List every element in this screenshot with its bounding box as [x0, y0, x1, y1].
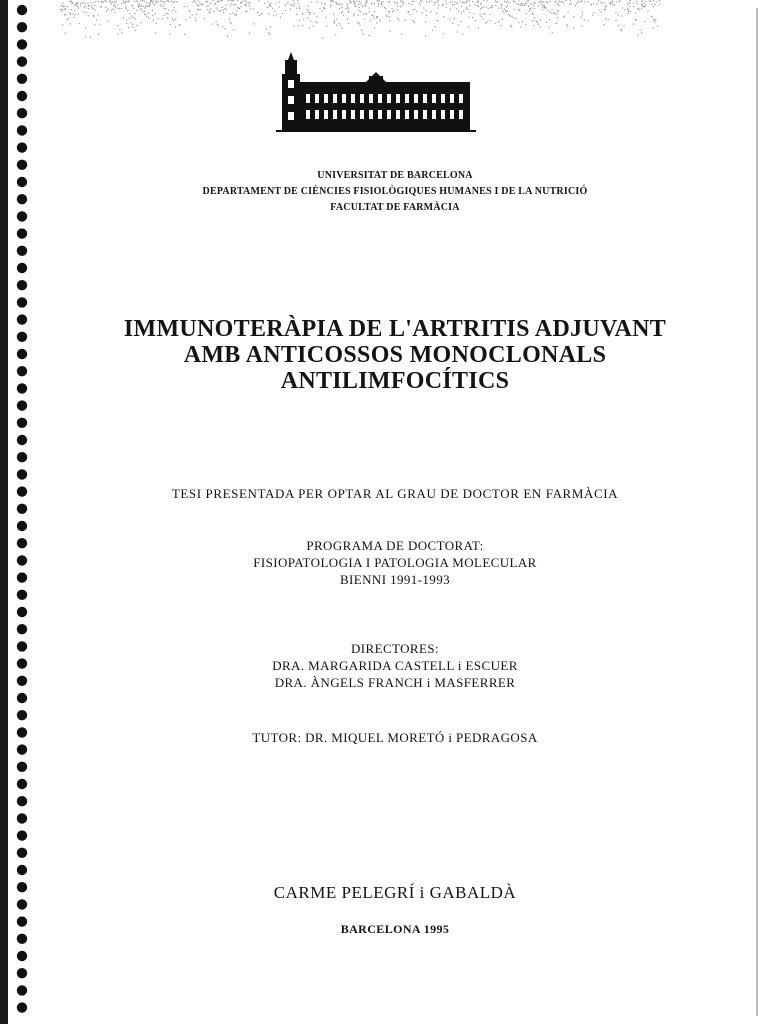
faculty-name: FACULTAT DE FARMÀCIA [330, 202, 460, 213]
directors-label: DIRECTORES: [351, 641, 439, 656]
thesis-title-line-3: ANTILIMFOCÍTICS [280, 368, 510, 394]
spiral-binding [0, 0, 34, 1024]
university-building-icon [276, 52, 476, 132]
director-1: DRA. MARGARIDA CASTELL i ESCUER [272, 658, 518, 673]
program-name: FISIOPATOLOGIA I PATOLOGIA MOLECULAR [253, 555, 537, 570]
department-name: DEPARTAMENT DE CIÈNCIES FISIOLÒGIQUES HUMANES I DE LA NUTRICIÓ [202, 186, 588, 197]
program-period: BIENNI 1991-1993 [339, 572, 451, 587]
author-name: CARME PELEGRÍ i GABALDÀ [273, 883, 517, 902]
thesis-title-line-2: AMB ANTICOSSOS MONOCLONALS [183, 342, 607, 368]
program-label: PROGRAMA DE DOCTORAT: [306, 538, 484, 553]
tutor: TUTOR: DR. MIQUEL MORETÓ i PEDRAGOSA [252, 730, 538, 745]
thesis-title-line-1: IMMUNOTERÀPIA DE L'ARTRITIS ADJUVANT [123, 316, 667, 342]
scan-noise [60, 0, 660, 40]
university-name: UNIVERSITAT DE BARCELONA [317, 170, 473, 181]
place-date: BARCELONA 1995 [340, 922, 450, 936]
thesis-statement: TESI PRESENTADA PER OPTAR AL GRAU DE DOCTOR EN FARMÀCIA [171, 486, 619, 501]
page-edge [756, 8, 758, 1016]
director-2: DRA. ÀNGELS FRANCH i MASFERRER [274, 675, 516, 690]
